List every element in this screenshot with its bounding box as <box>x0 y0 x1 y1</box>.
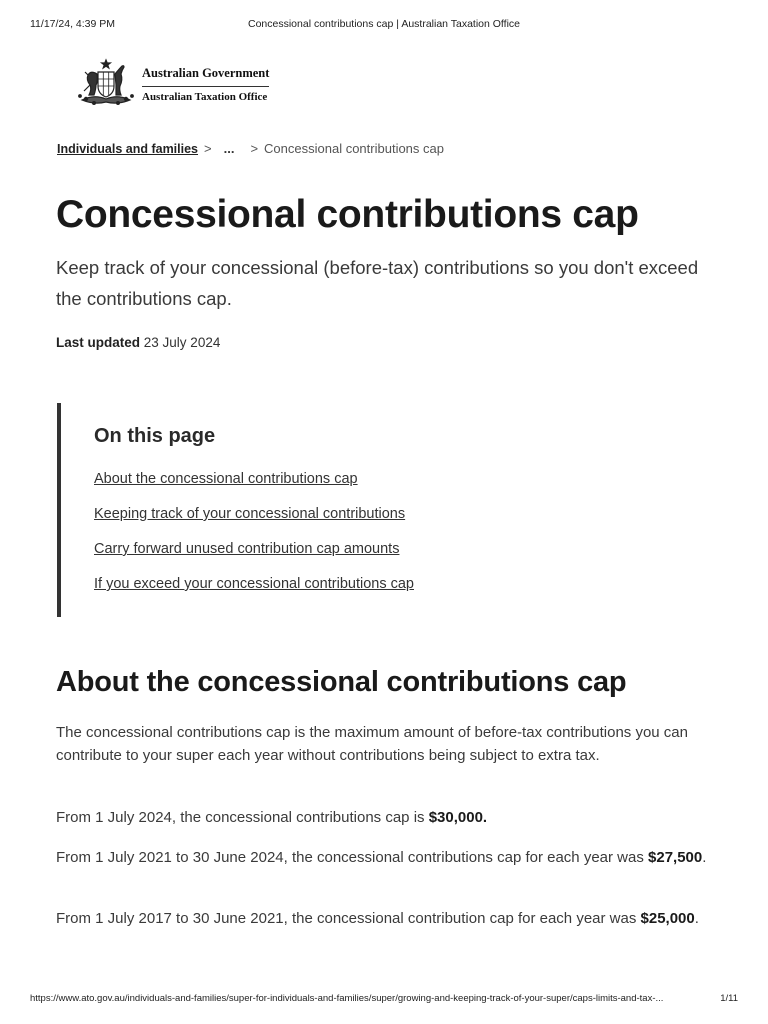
print-document-title: Concessional contributions cap | Australian Taxation Office <box>248 18 520 30</box>
otp-link-carry-forward[interactable]: Carry forward unused contribution cap amounts <box>94 541 400 557</box>
print-header <box>0 18 768 34</box>
cap-amount-2017: $25,000 <box>640 910 695 927</box>
logo-government-text: Australian Government <box>142 66 269 87</box>
otp-link-about-cap[interactable]: About the concessional contributions cap <box>94 471 358 487</box>
cap-amount-2024: $30,000. <box>428 809 488 826</box>
print-url: https://www.ato.gov.au/individuals-and-families/super-for-individuals-and-families/super/growing-and-keeping-track-of-your-super/caps-limits-and-tax-... <box>30 993 664 1004</box>
breadcrumb-individuals-link[interactable]: Individuals and families <box>57 142 199 156</box>
coat-of-arms-icon <box>74 58 138 110</box>
paragraph-cap-2017-2021 <box>56 907 716 930</box>
breadcrumb-current: Concessional contributions cap <box>264 141 444 156</box>
last-updated-date: 23 July 2024 <box>143 335 221 350</box>
breadcrumb <box>57 141 444 156</box>
on-this-page-heading: On this page <box>94 425 216 447</box>
cap-amount-2021: $27,500 <box>648 849 703 866</box>
ato-logo[interactable] <box>74 58 274 110</box>
on-this-page-links <box>94 471 414 611</box>
last-updated <box>56 335 220 350</box>
breadcrumb-separator: > <box>250 141 259 156</box>
paragraph-end: . <box>702 849 707 866</box>
otp-link-keeping-track[interactable]: Keeping track of your concessional contributions <box>94 506 406 522</box>
print-page-number: 1/11 <box>720 993 738 1004</box>
print-datetime: 11/17/24, 4:39 PM <box>30 18 116 30</box>
paragraph-text: From 1 July 2024, the concessional contributions cap is <box>56 809 429 826</box>
page-title: Concessional contributions cap <box>56 193 639 236</box>
last-updated-label: Last updated <box>56 335 141 350</box>
section-heading-about-cap: About the concessional contributions cap <box>56 666 627 698</box>
page-intro: Keep track of your concessional (before-tax) contributions so you don't exceed the contributions cap. <box>56 257 699 309</box>
paragraph-end: . <box>694 910 699 927</box>
breadcrumb-ellipsis-button[interactable]: ... <box>223 141 235 156</box>
paragraph-cap-2024 <box>56 806 716 829</box>
paragraph-cap-definition: The concessional contributions cap is the maximum amount of before-tax contributions you can contribute to your super each year without contributions being subject to extra tax. <box>56 724 688 764</box>
paragraph-text: From 1 July 2017 to 30 June 2021, the concessional contribution cap for each year was <box>56 910 641 927</box>
breadcrumb-separator: > <box>204 141 212 156</box>
logo-ato-text: Australian Taxation Office <box>142 90 268 103</box>
paragraph-text: From 1 July 2021 to 30 June 2024, the concessional contributions cap for each year was <box>56 849 649 866</box>
otp-link-exceed-cap[interactable]: If you exceed your concessional contributions cap <box>94 576 414 592</box>
paragraph-cap-2021-2024 <box>56 846 716 869</box>
on-this-page-panel <box>57 403 557 617</box>
